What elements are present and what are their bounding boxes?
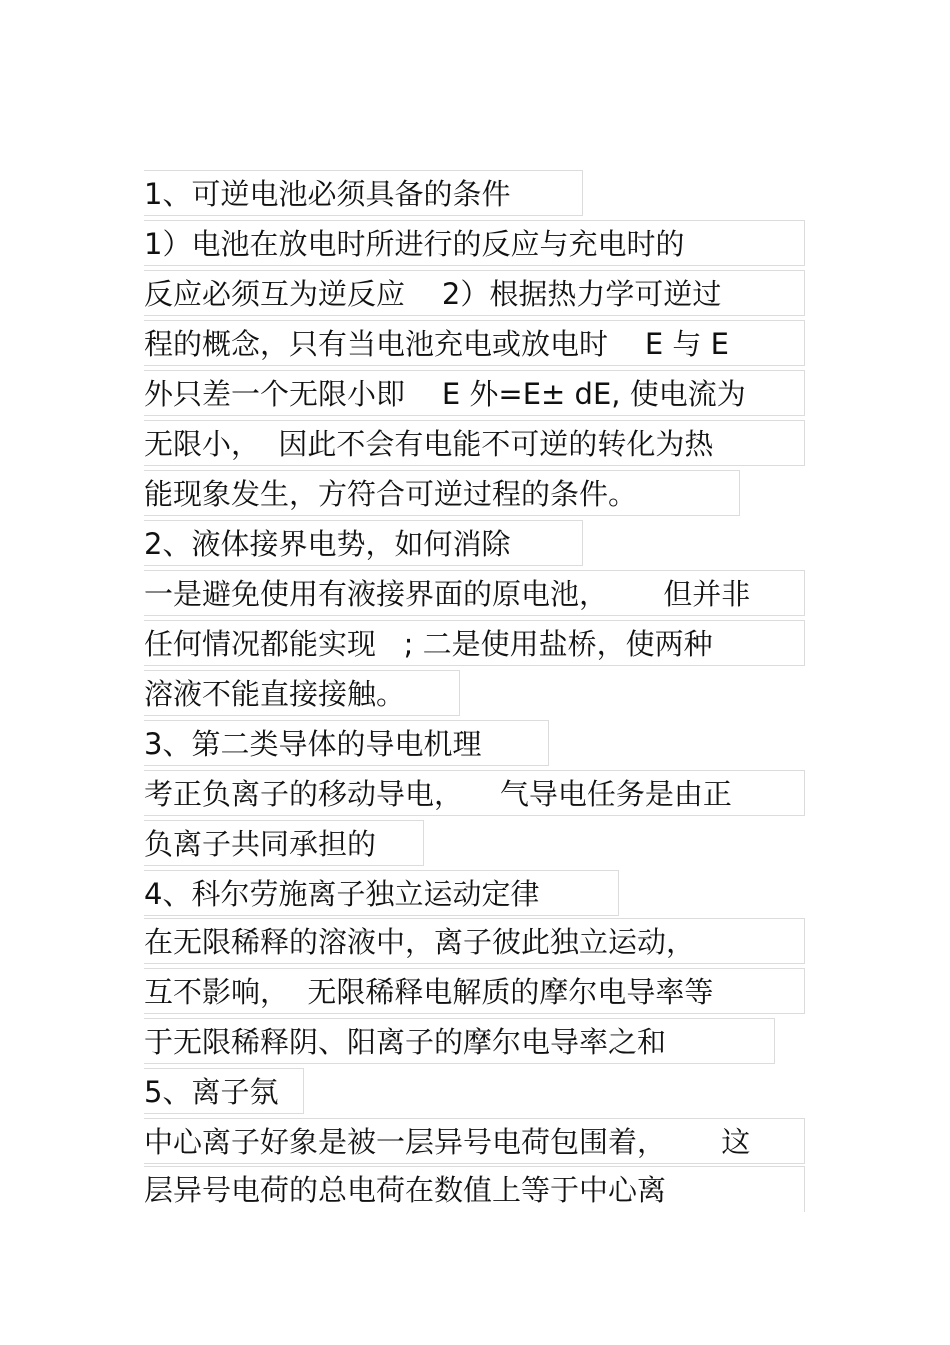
- heading-4: 4、科尔劳施离子独立运动定律: [144, 877, 540, 911]
- paragraph-line: 互不影响， 无限稀释电解质的摩尔电导率等: [144, 975, 714, 1009]
- paragraph-line: 中心离子好象是被一层异号电荷包围着， 这: [144, 1125, 751, 1159]
- paragraph-line: 于无限稀释阴、阳离子的摩尔电导率之和: [144, 1025, 667, 1059]
- text-line: [144, 570, 805, 616]
- text-line: [144, 520, 583, 566]
- paragraph-line: 程的概念，只有当电池充电或放电时 E 与 E: [144, 327, 729, 361]
- text-line: [144, 270, 805, 316]
- paragraph-line: 一是避免使用有液接界面的原电池， 但并非: [144, 577, 751, 611]
- paragraph-line: 层异号电荷的总电荷在数值上等于中心离: [144, 1173, 667, 1207]
- text-line: [144, 470, 740, 516]
- text-line: [144, 220, 805, 266]
- paragraph-line: 反应必须互为逆反应 2）根据热力学可逆过: [144, 277, 722, 311]
- paragraph-line: 能现象发生，方符合可逆过程的条件。: [144, 477, 638, 511]
- text-line: [144, 420, 805, 466]
- paragraph-line: 1）电池在放电时所进行的反应与充电时的: [144, 227, 685, 261]
- heading-3: 3、第二类导体的导电机理: [144, 727, 482, 761]
- text-line: [144, 170, 583, 216]
- text-line: [144, 1018, 775, 1064]
- paragraph-line: 负离子共同承担的: [144, 827, 377, 861]
- text-line: [144, 720, 549, 766]
- text-line: [144, 1118, 805, 1164]
- paragraph-line: 在无限稀释的溶液中，离子彼此独立运动，: [144, 925, 696, 959]
- text-line: [144, 1166, 805, 1212]
- text-line: [144, 620, 805, 666]
- text-line: [144, 968, 805, 1014]
- text-line: [144, 1068, 304, 1114]
- paragraph-line: 无限小， 因此不会有电能不可逆的转化为热: [144, 427, 714, 461]
- text-line: [144, 370, 805, 416]
- paragraph-line: 考正负离子的移动导电， 气导电任务是由正: [144, 777, 732, 811]
- text-line: [144, 670, 460, 716]
- paragraph-line: 外只差一个无限小即 E 外=E± dE, 使电流为: [144, 377, 746, 411]
- paragraph-line: 任何情况都能实现 ; 二是使用盐桥，使两种: [144, 627, 713, 661]
- heading-5: 5、离子氛: [144, 1075, 279, 1109]
- text-line: [144, 770, 805, 816]
- text-line: [144, 820, 424, 866]
- text-line: [144, 320, 805, 366]
- heading-1: 1、可逆电池必须具备的条件: [144, 177, 511, 211]
- heading-2: 2、液体接界电势，如何消除: [144, 527, 511, 561]
- text-line: [144, 870, 619, 916]
- text-line: [144, 918, 805, 964]
- paragraph-line: 溶液不能直接接触。: [144, 677, 406, 711]
